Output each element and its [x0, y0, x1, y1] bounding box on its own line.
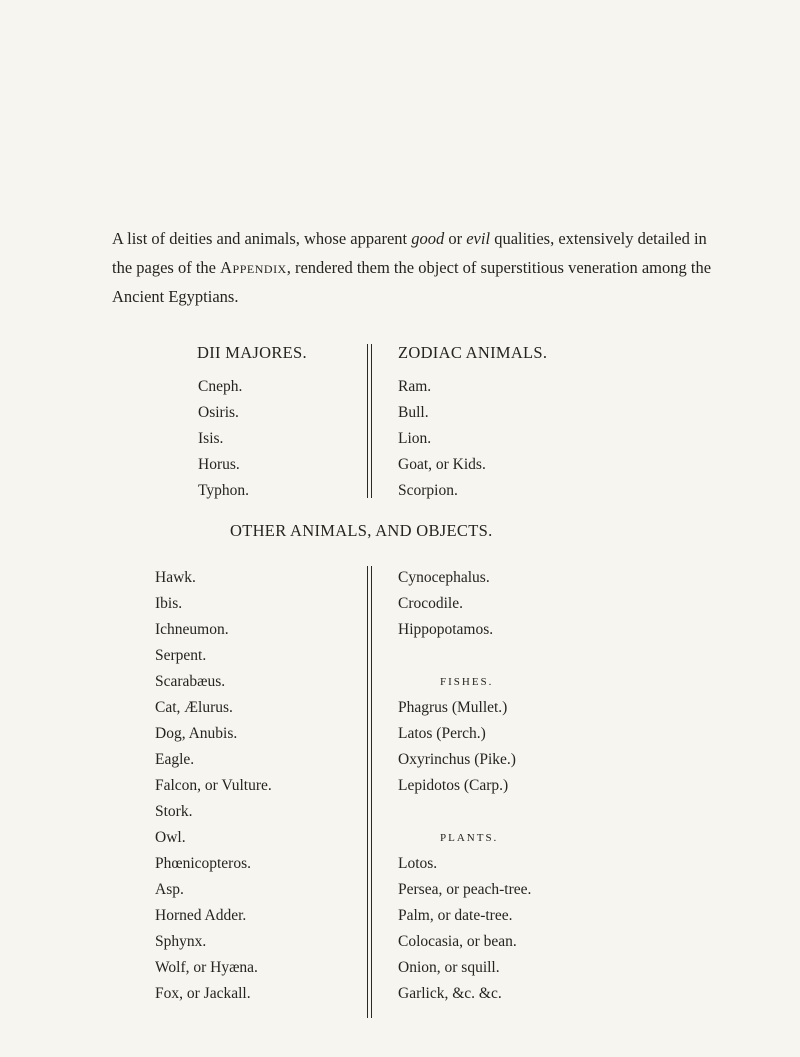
list-item: Palm, or date-tree. [398, 907, 513, 924]
list-item: Scorpion. [398, 482, 458, 499]
list-item: Horned Adder. [155, 907, 247, 924]
list-item: Owl. [155, 829, 186, 846]
list-item: Cneph. [198, 378, 243, 395]
list-item: Lotos. [398, 855, 438, 872]
plants-heading: PLANTS. [440, 832, 499, 844]
list-item: Persea, or peach-tree. [398, 881, 532, 898]
list-item: Typhon. [198, 482, 250, 499]
list-item: Horus. [198, 456, 240, 473]
list-item: Garlick, &c. &c. [398, 985, 502, 1002]
list-item: Osiris. [198, 404, 239, 421]
list-item: Onion, or squill. [398, 959, 500, 976]
other-animals-heading: OTHER ANIMALS, AND OBJECTS. [230, 521, 493, 540]
intro-text-1: A list of deities and animals, whose apparent [112, 229, 412, 248]
list-item: Asp. [155, 881, 184, 898]
intro-evil: evil [466, 229, 491, 248]
list-item: Oxyrinchus (Pike.) [398, 751, 516, 768]
list-item: Colocasia, or bean. [398, 933, 517, 950]
intro-appendix: Appendix [220, 258, 287, 277]
list-item: Fox, or Jackall. [155, 985, 251, 1002]
spacer [398, 643, 531, 669]
other-animals-list [155, 565, 272, 1007]
list-item: Crocodile. [398, 595, 463, 612]
list-item: Isis. [198, 430, 224, 447]
intro-text-2: qualities, extensively detailed in the pages of the [112, 229, 707, 277]
list-item: Phœnicopteros. [155, 855, 252, 872]
list-item: Hippopotamos. [398, 621, 494, 638]
intro-good: good [411, 229, 445, 248]
dii-majores-heading: DII MAJORES. [197, 343, 307, 362]
list-item: Wolf, or Hyæna. [155, 959, 258, 976]
list-item: Cat, Ælurus. [155, 699, 233, 716]
intro-text-3: , rendered them the object of superstitious veneration among the Ancient Egyptians. [112, 258, 712, 306]
list-item: Ram. [398, 378, 432, 395]
zodiac-animals-heading: ZODIAC ANIMALS. [398, 343, 548, 362]
list-item: Dog, Anubis. [155, 725, 238, 742]
list-item: Eagle. [155, 751, 195, 768]
zodiac-animals-list [398, 374, 486, 504]
list-item: Latos (Perch.) [398, 725, 486, 742]
column-divider-bottom [367, 566, 372, 1018]
list-item: Falcon, or Vulture. [155, 777, 272, 794]
list-item: Stork. [155, 803, 193, 820]
list-item: Goat, or Kids. [398, 456, 486, 473]
column-divider-top [367, 344, 372, 498]
list-item: Ibis. [155, 595, 183, 612]
intro-paragraph [112, 224, 712, 311]
fishes-heading: FISHES. [440, 676, 494, 688]
dii-majores-list [198, 374, 249, 504]
list-item: Hawk. [155, 569, 196, 586]
list-item: Bull. [398, 404, 429, 421]
list-item: Serpent. [155, 647, 207, 664]
list-item: Cynocephalus. [398, 569, 490, 586]
list-item: Lepidotos (Carp.) [398, 777, 509, 794]
spacer [398, 799, 531, 825]
list-item: Phagrus (Mullet.) [398, 699, 508, 716]
list-item: Sphynx. [155, 933, 207, 950]
intro-or: or [444, 229, 467, 248]
list-item: Lion. [398, 430, 432, 447]
list-item: Ichneumon. [155, 621, 229, 638]
list-item: Scarabæus. [155, 673, 226, 690]
objects-list [398, 565, 531, 1007]
